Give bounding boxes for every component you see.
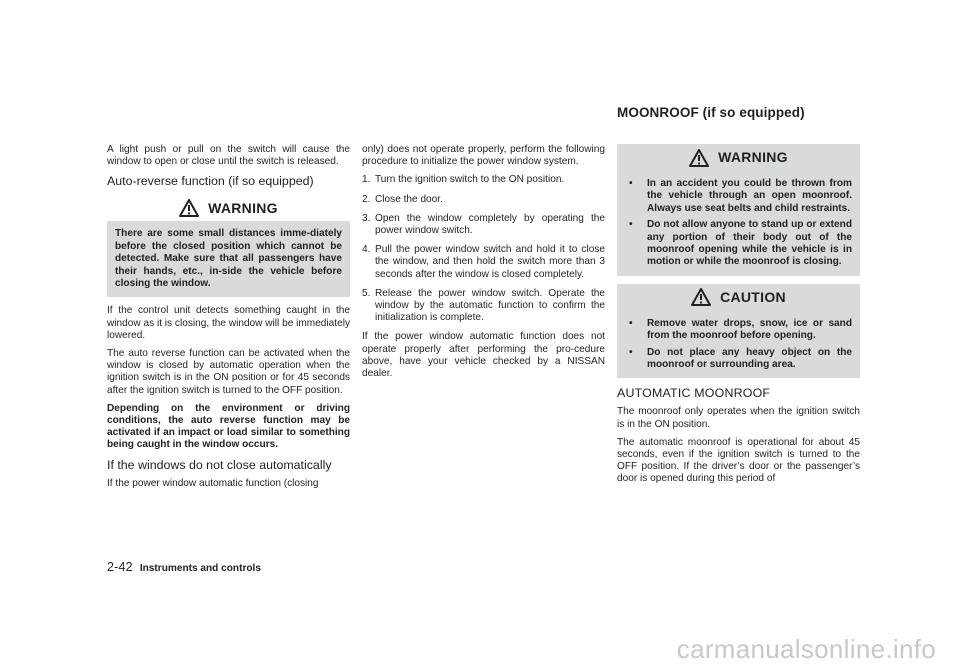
auto-reverse-heading: Auto-reverse function (if so equipped) [107, 174, 314, 189]
warning-header [617, 144, 860, 171]
warning-title: WARNING [208, 199, 278, 216]
body-paragraph: The moonroof only operates when the ignition switch is in the ON position. [617, 406, 860, 430]
caution-item: • Remove water drops, snow, ice or sand from the moonroof before opening. [629, 317, 852, 342]
procedure-step: 5. Release the power window switch. Operate the window by the automatic function to confirm the initialization is complete. [362, 287, 605, 324]
not-close-heading: If the windows do not close automatically [107, 457, 332, 472]
body-paragraph: If the power window automatic function (closing [107, 477, 319, 489]
warning-text: There are some small distances imme-diately before the closed position which cannot be detected. Make sure that all passengers have their hands, etc., in-side the vehicle before closing the window. [107, 221, 350, 297]
caution-box [617, 284, 860, 379]
warning-item: • In an accident you could be thrown from the vehicle through an open moonroof. Always use seat belts and child restraints. [629, 178, 852, 214]
warning-box [107, 194, 350, 297]
chapter-label: Instruments and controls [139, 563, 261, 574]
warning-icon [179, 199, 199, 217]
warning-box [617, 144, 860, 276]
procedure-step: 1. Turn the ignition switch to the ON position. [362, 174, 565, 186]
warning-title: WARNING [718, 149, 788, 166]
warning-list [617, 171, 860, 276]
caution-header [617, 284, 860, 311]
caution-list [617, 311, 860, 379]
intro-paragraph: A light push or pull on the switch will cause the window to open or close until the switch is released. [107, 144, 350, 168]
bold-paragraph: Depending on the environment or driving conditions, the auto reverse function may be activated if an impact or load similar to something being caught in the window occurs. [107, 402, 350, 451]
watermark: carmanualsonline.info [676, 634, 936, 664]
section-title: MOONROOF (if so equipped) [617, 105, 805, 120]
column-middle [362, 144, 605, 386]
automatic-moonroof-heading: AUTOMATIC MOONROOF [617, 386, 771, 401]
page-number: 2-42 [107, 560, 133, 574]
caution-item: • Do not place any heavy object on the moonroof or surrounding area. [629, 346, 852, 371]
warning-header [107, 194, 350, 221]
procedure-steps [362, 174, 605, 324]
procedure-step: 2. Close the door. [362, 193, 443, 205]
body-paragraph: only) does not operate properly, perform the following procedure to initialize the power window system. [362, 144, 605, 168]
body-paragraph: The automatic moonroof is operational for about 45 seconds, even if the ignition switch is turned to the OFF position. If the driver’s door or the passenger’s door is opened during this period of [617, 436, 860, 485]
procedure-step: 3. Open the window completely by operating the power window switch. [362, 212, 605, 237]
warning-item: • Do not allow anyone to stand up or extend any portion of their body out of the moonroof opening while the vehicle is in motion or while the moonroof is closing. [629, 219, 852, 268]
column-right [617, 144, 860, 492]
body-paragraph: If the control unit detects something caught in the window as it is closing, the window will be immediately lowered. [107, 305, 350, 341]
caution-title: CAUTION [720, 289, 786, 306]
body-paragraph: If the power window automatic function does not operate properly after performing the pro-cedure above, have your vehicle checked by a NISSAN dealer. [362, 331, 605, 380]
column-left [107, 144, 350, 496]
page-footer [107, 560, 261, 574]
caution-icon [691, 288, 711, 306]
body-paragraph: The auto reverse function can be activated when the window is closed by automatic operation when the ignition switch is in the ON position or for 45 seconds after the ignition switch is turned to the OFF position. [107, 348, 350, 396]
procedure-step: 4. Pull the power window switch and hold it to close the window, and then hold the switch more than 3 seconds after the window is closed completely. [362, 244, 605, 280]
warning-icon [689, 149, 709, 167]
